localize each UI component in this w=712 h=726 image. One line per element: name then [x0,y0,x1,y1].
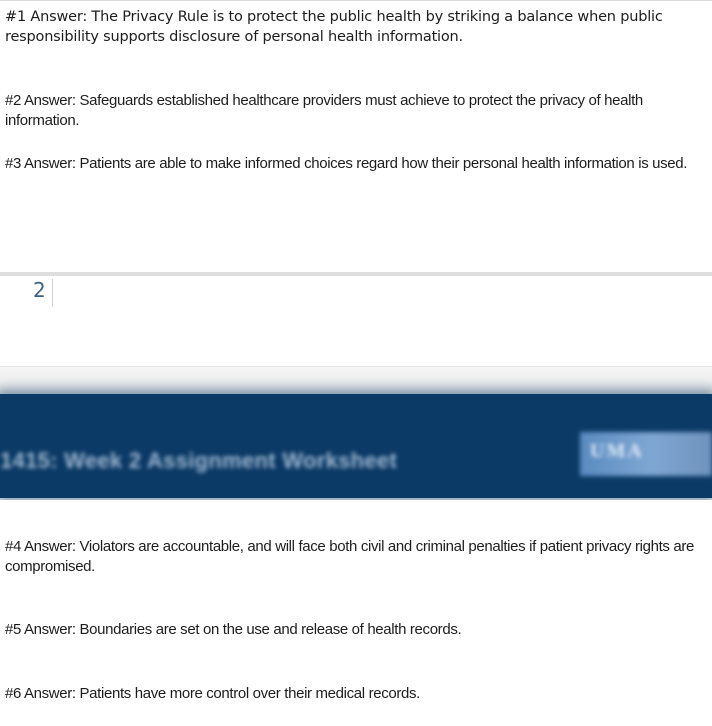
page-separator [0,366,712,395]
answer-4: #4 Answer: Violators are accountable, and will face both civil and criminal penalties if patient privacy rights are compromised. [5,538,695,575]
page-footer [0,276,712,366]
answer-3: #3 Answer: Patients are able to make informed choices regard how their personal health information is used. [5,155,688,172]
answer-5: #5 Answer: Boundaries are set on the use and release of health records. [5,621,462,638]
answer-6: #6 Answer: Patients have more control over their medical records. [5,685,420,702]
page-number: 2 [33,278,46,302]
school-logo-text: UMA [590,440,644,462]
answer-1: #1 Answer: The Privacy Rule is to protect the public health by striking a balance when public responsibility supports disclosure of personal health information. [5,9,663,45]
banner-title: 1415: Week 2 Assignment Worksheet [0,448,398,473]
margin-line [52,279,53,307]
answer-2: #2 Answer: Safeguards established healthcare providers must achieve to protect the privacy of health information. [5,92,643,129]
